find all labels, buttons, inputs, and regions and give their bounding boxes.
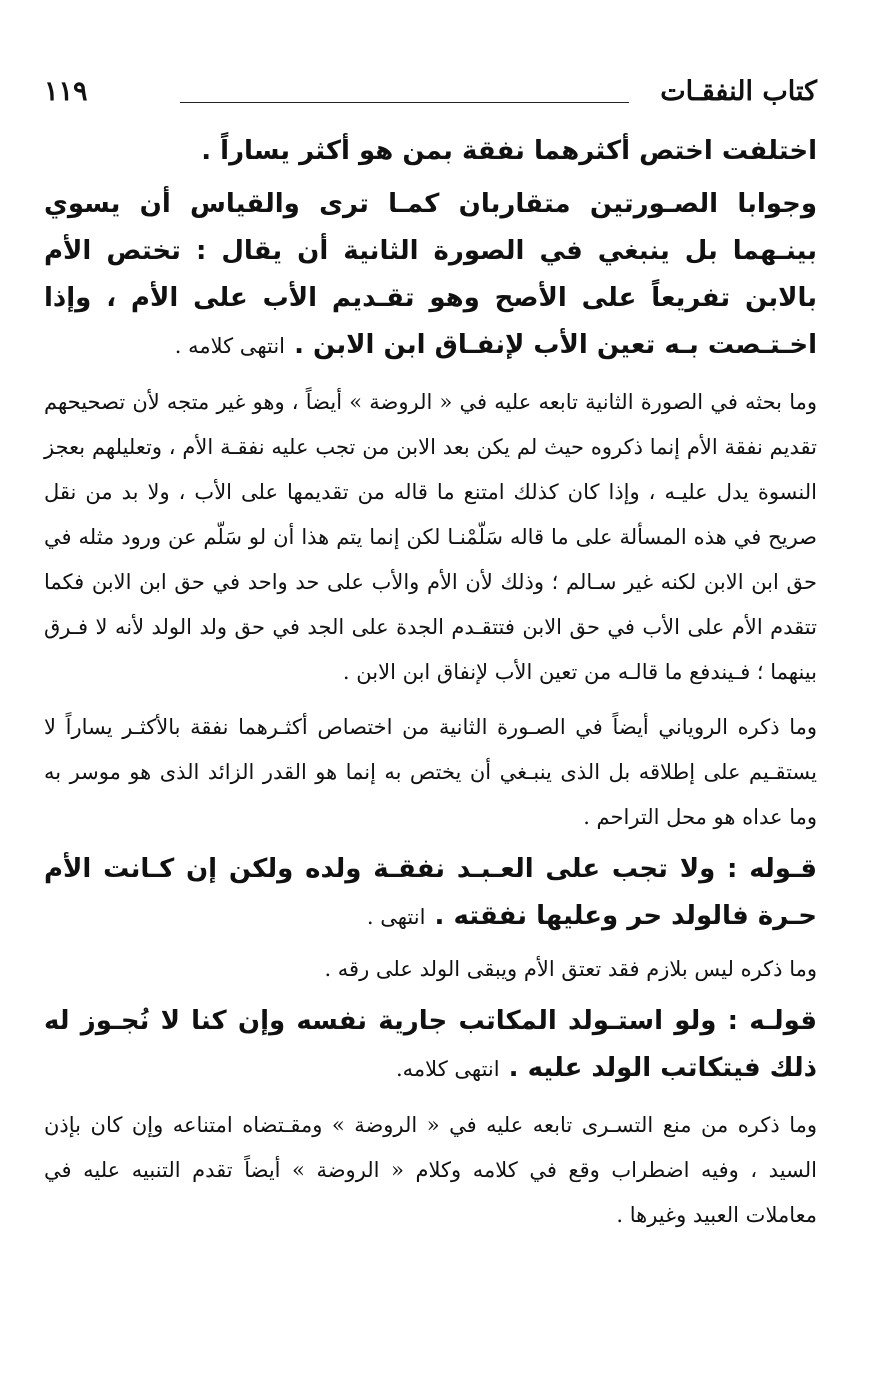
- page-header: [44, 76, 817, 122]
- paragraph-tail: انتهى كلامه.: [396, 1057, 500, 1081]
- paragraph-bold-quote: [44, 846, 817, 941]
- paragraph-text: قولـه : ولو استـولد المكاتب جارية نفسه وإن كنا لا نُجـوز له ذلك فيتكاتب الولد عليه .: [44, 1006, 817, 1083]
- paragraph-text: وما ذكره من منع التسـرى تابعه عليه في « الروضة » ومقـتضاه امتناعه وإن كان بإذن السيد ، وفيه اضطراب وقع في كلامه وكلام « الروضة » أيضاً تقدم التنبيه عليه في معاملات العبيد وغيرها .: [44, 1113, 817, 1227]
- paragraph-tail: انتهى كلامه .: [174, 334, 286, 358]
- paragraph-commentary: [44, 947, 817, 992]
- page-body: [44, 128, 817, 1238]
- paragraph-text: قـوله : ولا تجب على العـبـد نفقـة ولده ولكن إن كـانت الأم حـرة فالولد حر وعليها نفقته .: [44, 854, 817, 931]
- paragraph-text: وما ذكره الروياني أيضاً في الصـورة الثانية من اختصاص أكثـرهما نفقة بالأكثـر يساراً لا يستقـيم على إطلاقه بل الذى ينبـغي أن يختص به إنما هو القدر الزائد الذى هو موسر به وما عداه هو محل التراحم .: [44, 715, 817, 829]
- paragraph-commentary: [44, 705, 817, 840]
- paragraph-text: وما ذكره ليس بلازم فقد تعتق الأم ويبقى الولد على رقه .: [324, 957, 817, 981]
- paragraph-bold-continuation: [44, 128, 817, 175]
- paragraph-bold-quote: [44, 998, 817, 1093]
- paragraph-commentary: [44, 1103, 817, 1238]
- paragraph-text: وما بحثه في الصورة الثانية تابعه عليه في « الروضة » أيضاً ، وهو غير متجه لأن تصحيحهم تقديم نفقة الأم إنما ذكروه حيث لم يكن بعد الابن من تجب عليه نفقـة الأم ، وتعليلهم بعجز النسوة يدل عليـه ، وإذا كان كذلك امتنع ما قاله من تقديمها على الأب ، ولا بد من نقل صريح في هذه المسألة على ما قاله سَلّمْنـا لكن إنما يتم هذا أن لو سَلّم عن ورود مثله في حق ابن الابن لكنه غير سـالم ؛ وذلك لأن الأم والأب على حد واحد في حق ابن الابن فكما تتقدم الأم على الأب في حق الابن فتتقـدم الجدة على الجد في حق ولد الولد لأنه لا فـرق بينهما ؛ فـيندفع ما قالـه من تعين الأب لإنفاق ابن الابن .: [44, 390, 817, 684]
- page-number: ١١٩: [44, 76, 88, 107]
- paragraph-bold-quote: [44, 181, 817, 370]
- paragraph-commentary: [44, 380, 817, 695]
- running-head-title: كتاب النفقـات: [660, 76, 817, 107]
- header-rule: [180, 102, 629, 103]
- paragraph-text: اختلفت اختص أكثرهما نفقة بمن هو أكثر يساراً .: [201, 136, 817, 166]
- paragraph-tail: انتهى .: [366, 905, 426, 929]
- paragraph-text: وجوابا الصـورتين متقاربان كمـا ترى والقياس أن يسوي بينـهما بل ينبغي في الصورة الثانية أن يقال : تختص الأم بالابن تفريعاً على الأصح وهو تقـديم الأب على الأم ، وإذا اخـتـصت بـه تعين الأب لإنفـاق ابن الابن .: [44, 189, 817, 360]
